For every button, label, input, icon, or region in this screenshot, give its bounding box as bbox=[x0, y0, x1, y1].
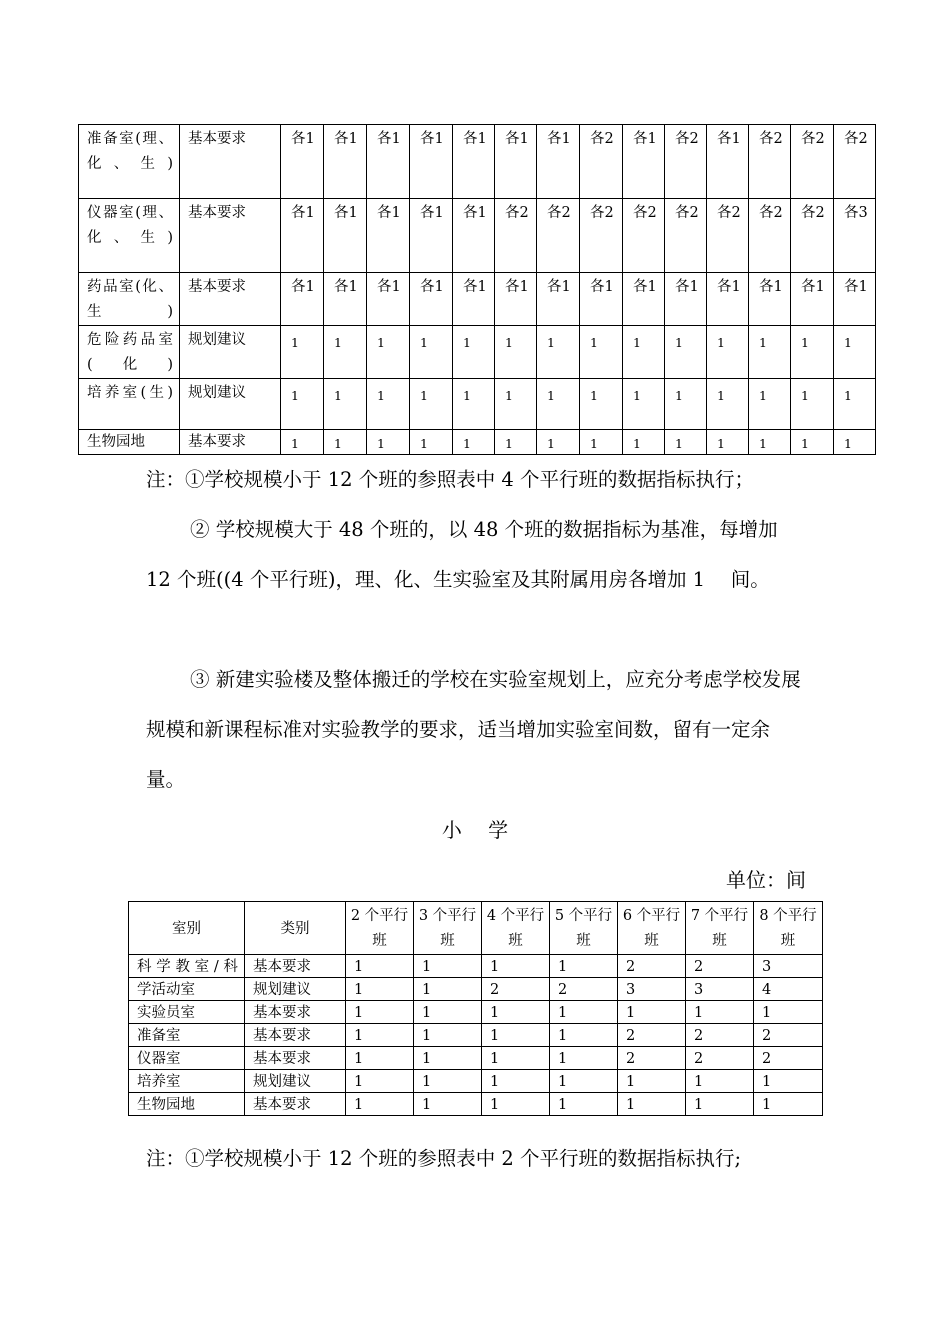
value-cell: 各2 bbox=[791, 199, 834, 273]
value-cell: 各1 bbox=[410, 199, 453, 273]
value-cell: 1 bbox=[414, 955, 482, 978]
value-cell: 2 bbox=[618, 1024, 686, 1047]
value-cell: 1 bbox=[414, 1024, 482, 1047]
value-cell: 1 bbox=[665, 430, 707, 455]
room-name-cell: 生物园地 bbox=[79, 430, 180, 455]
value-cell: 1 bbox=[749, 326, 791, 379]
header-column: 2 个平行班 bbox=[346, 902, 414, 955]
value-cell: 各1 bbox=[367, 273, 410, 326]
value-cell: 1 bbox=[834, 430, 876, 455]
value-cell: 各2 bbox=[749, 199, 791, 273]
table-row bbox=[79, 273, 876, 326]
value-cell: 1 bbox=[482, 1070, 550, 1093]
value-cell: 1 bbox=[414, 978, 482, 1001]
value-cell: 各1 bbox=[707, 273, 749, 326]
category-cell: 基本要求 bbox=[245, 1024, 346, 1047]
value-cell: 各2 bbox=[665, 125, 707, 199]
value-cell: 1 bbox=[367, 430, 410, 455]
header-room: 室别 bbox=[129, 902, 245, 955]
value-cell: 1 bbox=[414, 1070, 482, 1093]
value-cell: 1 bbox=[707, 379, 749, 430]
header-column: 8 个平行班 bbox=[754, 902, 823, 955]
category-cell: 规划建议 bbox=[245, 978, 346, 1001]
category-cell: 基本要求 bbox=[180, 125, 281, 199]
value-cell: 1 bbox=[749, 379, 791, 430]
room-name-cell: 生物园地 bbox=[129, 1093, 245, 1116]
value-cell: 1 bbox=[550, 1093, 618, 1116]
table-header-row bbox=[129, 902, 823, 955]
value-cell: 1 bbox=[453, 326, 495, 379]
value-cell: 各1 bbox=[495, 125, 537, 199]
value-cell: 1 bbox=[281, 430, 324, 455]
value-cell: 各2 bbox=[665, 199, 707, 273]
value-cell: 1 bbox=[754, 1093, 823, 1116]
note-3: ③ 新建实验楼及整体搬迁的学校在实验室规划上，应充分考虑学校发展规模和新课程标准对实验教学的要求，适当增加实验室间数，留有一定余量。 bbox=[146, 668, 801, 791]
value-cell: 2 bbox=[754, 1047, 823, 1070]
value-cell: 1 bbox=[410, 430, 453, 455]
value-cell: 各1 bbox=[410, 125, 453, 199]
value-cell: 各1 bbox=[367, 125, 410, 199]
room-name-cell: 培养室(生) bbox=[79, 379, 180, 430]
room-name-cell: 仪器室 bbox=[129, 1047, 245, 1070]
value-cell: 各2 bbox=[623, 199, 665, 273]
value-cell: 各2 bbox=[580, 199, 623, 273]
value-cell: 1 bbox=[791, 326, 834, 379]
header-category: 类别 bbox=[245, 902, 346, 955]
value-cell: 3 bbox=[686, 978, 754, 1001]
value-cell: 各1 bbox=[453, 273, 495, 326]
value-cell: 1 bbox=[686, 1001, 754, 1024]
value-cell: 各1 bbox=[623, 125, 665, 199]
value-cell: 1 bbox=[346, 1024, 414, 1047]
room-name-cell: 学活动室 bbox=[129, 978, 245, 1001]
room-name-cell: 药品室(化、生) bbox=[79, 273, 180, 326]
value-cell: 1 bbox=[482, 955, 550, 978]
value-cell: 各1 bbox=[791, 273, 834, 326]
value-cell: 各1 bbox=[495, 273, 537, 326]
value-cell: 1 bbox=[537, 326, 580, 379]
table-row bbox=[129, 1047, 823, 1070]
value-cell: 1 bbox=[537, 430, 580, 455]
value-cell: 1 bbox=[281, 379, 324, 430]
value-cell: 各1 bbox=[453, 199, 495, 273]
table-row bbox=[79, 199, 876, 273]
primary-school-room-table bbox=[128, 901, 823, 1116]
category-cell: 规划建议 bbox=[245, 1070, 346, 1093]
value-cell: 1 bbox=[495, 430, 537, 455]
value-cell: 各1 bbox=[707, 125, 749, 199]
header-column: 5 个平行班 bbox=[550, 902, 618, 955]
value-cell: 1 bbox=[367, 379, 410, 430]
category-cell: 规划建议 bbox=[180, 326, 281, 379]
value-cell: 2 bbox=[754, 1024, 823, 1047]
value-cell: 各2 bbox=[749, 125, 791, 199]
value-cell: 各1 bbox=[537, 273, 580, 326]
value-cell: 各1 bbox=[665, 273, 707, 326]
room-name-cell: 科学教室/科 bbox=[129, 955, 245, 978]
value-cell: 各1 bbox=[410, 273, 453, 326]
value-cell: 1 bbox=[580, 326, 623, 379]
room-name-cell: 准备室 bbox=[129, 1024, 245, 1047]
value-cell: 3 bbox=[754, 955, 823, 978]
value-cell: 1 bbox=[346, 1047, 414, 1070]
header-column: 6 个平行班 bbox=[618, 902, 686, 955]
value-cell: 各1 bbox=[281, 273, 324, 326]
value-cell: 各1 bbox=[749, 273, 791, 326]
category-cell: 基本要求 bbox=[180, 430, 281, 455]
value-cell: 1 bbox=[580, 430, 623, 455]
value-cell: 1 bbox=[791, 430, 834, 455]
value-cell: 1 bbox=[665, 326, 707, 379]
table-row bbox=[129, 955, 823, 978]
value-cell: 1 bbox=[623, 326, 665, 379]
value-cell: 1 bbox=[618, 1070, 686, 1093]
value-cell: 各2 bbox=[537, 199, 580, 273]
value-cell: 1 bbox=[410, 379, 453, 430]
value-cell: 1 bbox=[281, 326, 324, 379]
note-1: 注：①学校规模小于 12 个班的参照表中 4 个平行班的数据指标执行； bbox=[146, 468, 755, 491]
table-row bbox=[129, 1024, 823, 1047]
value-cell: 各1 bbox=[281, 125, 324, 199]
value-cell: 1 bbox=[550, 1024, 618, 1047]
category-cell: 规划建议 bbox=[180, 379, 281, 430]
upper-room-table bbox=[78, 124, 876, 455]
value-cell: 1 bbox=[580, 379, 623, 430]
value-cell: 2 bbox=[550, 978, 618, 1001]
value-cell: 1 bbox=[550, 955, 618, 978]
value-cell: 1 bbox=[346, 955, 414, 978]
value-cell: 1 bbox=[324, 326, 367, 379]
value-cell: 1 bbox=[707, 326, 749, 379]
room-name-cell: 准备室(理、化、生) bbox=[79, 125, 180, 199]
value-cell: 各2 bbox=[707, 199, 749, 273]
value-cell: 1 bbox=[482, 1047, 550, 1070]
value-cell: 1 bbox=[324, 430, 367, 455]
value-cell: 1 bbox=[754, 1070, 823, 1093]
value-cell: 1 bbox=[495, 379, 537, 430]
table-row bbox=[79, 326, 876, 379]
category-cell: 基本要求 bbox=[245, 955, 346, 978]
value-cell: 2 bbox=[686, 1047, 754, 1070]
header-column: 3 个平行班 bbox=[414, 902, 482, 955]
table-row bbox=[79, 379, 876, 430]
value-cell: 1 bbox=[686, 1093, 754, 1116]
value-cell: 1 bbox=[537, 379, 580, 430]
value-cell: 各1 bbox=[324, 199, 367, 273]
value-cell: 1 bbox=[495, 326, 537, 379]
section-title: 小 学 bbox=[441, 818, 509, 842]
value-cell: 1 bbox=[618, 1093, 686, 1116]
value-cell: 各1 bbox=[834, 273, 876, 326]
value-cell: 2 bbox=[618, 1047, 686, 1070]
table-row bbox=[129, 1001, 823, 1024]
category-cell: 基本要求 bbox=[180, 273, 281, 326]
value-cell: 2 bbox=[686, 1024, 754, 1047]
value-cell: 各1 bbox=[453, 125, 495, 199]
value-cell: 3 bbox=[618, 978, 686, 1001]
value-cell: 1 bbox=[754, 1001, 823, 1024]
note-bottom: 注：①学校规模小于 12 个班的参照表中 2 个平行班的数据指标执行; bbox=[146, 1147, 742, 1170]
table-row bbox=[129, 1070, 823, 1093]
value-cell: 各1 bbox=[324, 125, 367, 199]
value-cell: 1 bbox=[749, 430, 791, 455]
value-cell: 1 bbox=[834, 379, 876, 430]
value-cell: 1 bbox=[482, 1001, 550, 1024]
value-cell: 1 bbox=[550, 1047, 618, 1070]
header-column: 7 个平行班 bbox=[686, 902, 754, 955]
value-cell: 2 bbox=[686, 955, 754, 978]
note-2: ② 学校规模大于 48 个班的，以 48 个班的数据指标为基准，每增加 12 个班((4 个平行班)，理、化、生实验室及其附属用房各增加 1 间。 bbox=[146, 518, 778, 591]
value-cell: 各2 bbox=[834, 125, 876, 199]
category-cell: 基本要求 bbox=[245, 1047, 346, 1070]
value-cell: 1 bbox=[550, 1001, 618, 1024]
value-cell: 1 bbox=[410, 326, 453, 379]
value-cell: 各1 bbox=[580, 273, 623, 326]
unit-label: 单位：间 bbox=[726, 868, 806, 892]
value-cell: 1 bbox=[346, 978, 414, 1001]
value-cell: 1 bbox=[453, 430, 495, 455]
value-cell: 各1 bbox=[281, 199, 324, 273]
value-cell: 1 bbox=[707, 430, 749, 455]
value-cell: 1 bbox=[414, 1047, 482, 1070]
category-cell: 基本要求 bbox=[180, 199, 281, 273]
value-cell: 各2 bbox=[580, 125, 623, 199]
room-name-cell: 仪器室(理、化、生) bbox=[79, 199, 180, 273]
value-cell: 各2 bbox=[791, 125, 834, 199]
value-cell: 1 bbox=[414, 1093, 482, 1116]
value-cell: 1 bbox=[618, 1001, 686, 1024]
value-cell: 各1 bbox=[537, 125, 580, 199]
value-cell: 各1 bbox=[324, 273, 367, 326]
value-cell: 1 bbox=[623, 430, 665, 455]
value-cell: 1 bbox=[550, 1070, 618, 1093]
value-cell: 1 bbox=[686, 1070, 754, 1093]
value-cell: 2 bbox=[482, 978, 550, 1001]
value-cell: 4 bbox=[754, 978, 823, 1001]
value-cell: 1 bbox=[482, 1093, 550, 1116]
value-cell: 1 bbox=[367, 326, 410, 379]
room-name-cell: 危险药品室(化) bbox=[79, 326, 180, 379]
value-cell: 1 bbox=[834, 326, 876, 379]
value-cell: 1 bbox=[324, 379, 367, 430]
value-cell: 各1 bbox=[367, 199, 410, 273]
table-row bbox=[79, 430, 876, 455]
room-name-cell: 培养室 bbox=[129, 1070, 245, 1093]
value-cell: 各3 bbox=[834, 199, 876, 273]
category-cell: 基本要求 bbox=[245, 1093, 346, 1116]
value-cell: 1 bbox=[346, 1001, 414, 1024]
value-cell: 1 bbox=[453, 379, 495, 430]
value-cell: 各1 bbox=[623, 273, 665, 326]
value-cell: 2 bbox=[618, 955, 686, 978]
category-cell: 基本要求 bbox=[245, 1001, 346, 1024]
value-cell: 1 bbox=[346, 1070, 414, 1093]
value-cell: 1 bbox=[346, 1093, 414, 1116]
table-row bbox=[79, 125, 876, 199]
header-column: 4 个平行班 bbox=[482, 902, 550, 955]
table-row bbox=[129, 1093, 823, 1116]
value-cell: 各2 bbox=[495, 199, 537, 273]
value-cell: 1 bbox=[665, 379, 707, 430]
value-cell: 1 bbox=[414, 1001, 482, 1024]
room-name-cell: 实验员室 bbox=[129, 1001, 245, 1024]
value-cell: 1 bbox=[623, 379, 665, 430]
value-cell: 1 bbox=[791, 379, 834, 430]
value-cell: 1 bbox=[482, 1024, 550, 1047]
table-row bbox=[129, 978, 823, 1001]
